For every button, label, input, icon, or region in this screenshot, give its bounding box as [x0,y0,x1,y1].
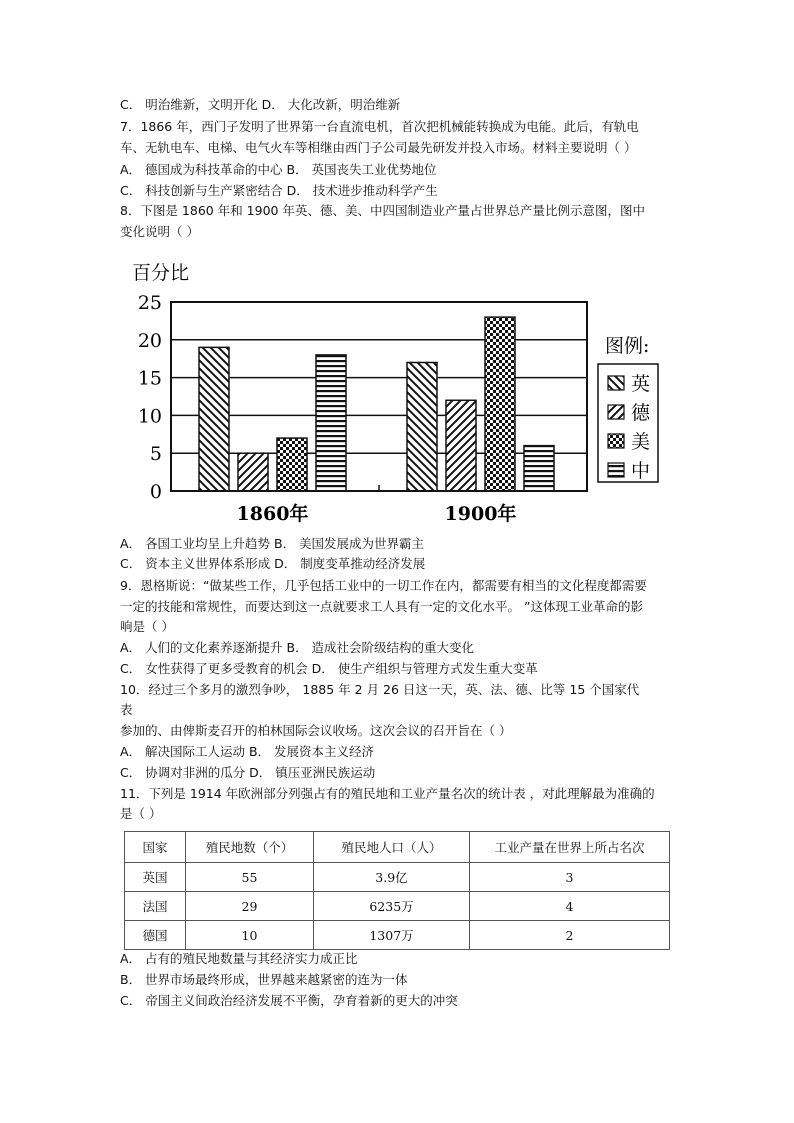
question-11-stem-cont: 是（ ） [120,806,162,821]
question-9-stem-cont: 一定的技能和常规性，而要达到这一点就要求工人具有一定的文化水平。 ”这体现工业革命的影 [120,599,643,614]
option-line-q7-ab: A． 德国成为科技革命的中心 B． 英国丧失工业优势地位 [120,162,437,177]
table-header-cell: 殖民地数（个） [186,832,314,863]
question-11-stem: 11．下列是 1914 年欧洲部分列强占有的殖民地和工业产量名次的统计表 ，对此理解最为准确的 [120,786,655,801]
option-line-q11-b: B． 世界市场最终形成，世界越来越紧密的连为一体 [120,972,408,987]
chart-title: 百分比 [132,262,190,284]
option-line-q10-cd: C． 协调对非洲的瓜分 D． 镇压亚洲民族运动 [120,765,376,780]
y-tick-label: 5 [149,443,162,466]
question-9-stem-end: 响是（ ） [120,619,174,634]
table-row [125,921,670,950]
bar [238,453,268,491]
question-10-stem-wrap: 表 [120,702,133,717]
x-axis-categories [237,502,517,525]
legend-entries [608,373,651,482]
legend-swatch [608,434,624,448]
bar-chart [118,255,678,530]
question-8-stem: 8．下图是 1860 年和 1900 年英、德、美、中四国制造业产量占世界总产量比例示意图，图中 [120,203,645,218]
table-header-row [125,832,670,863]
x-category-label: 1900年 [444,503,517,525]
question-7-stem-cont: 车、无轨电车、电梯、电气火车等相继由西门子公司最先研发并投入市场。材料主要说明（ ） [120,140,637,155]
legend-label: 美 [631,431,651,453]
table-header-cell: 殖民地人口（人） [314,832,470,863]
x-category-label: 1860年 [236,503,309,525]
bar-series [199,317,554,491]
option-line-q6-cd: C． 明治维新，文明开化 D． 大化改新，明治维新 [120,97,401,112]
bar [199,347,229,491]
table-row [125,892,670,921]
y-tick-label: 0 [149,481,162,503]
legend-label: 英 [631,373,651,395]
question-9-stem: 9．恩格斯说：“做某些工作，几乎包括工业中的一切工作在内，都需要有相当的文化程度都需要 [120,578,647,593]
question-7-stem: 7．1866 年，西门子发明了世界第一台直流电机，首次把机械能转换成为电能。此后，有轨电 [120,119,639,134]
legend-swatch [608,463,624,477]
option-line-q10-ab: A． 解决国际工人运动 B． 发展资本主义经济 [120,744,375,759]
question-10-stem-cont: 参加的、由俾斯麦召开的柏林国际会议收场。这次会议的召开旨在（ ） [120,723,512,738]
y-tick-label: 20 [137,329,162,352]
table-header-cell: 国家 [125,832,186,863]
y-tick-label: 25 [137,292,162,314]
table-cell: 3.9亿 [314,863,470,892]
table-cell: 55 [186,863,314,892]
table-cell: 1307万 [314,921,470,950]
table-cell: 英国 [125,863,186,892]
option-line-q11-c: C． 帝国主义间政治经济发展不平衡，孕育着新的更大的冲突 [120,993,458,1008]
bar [485,317,515,491]
option-line-q9-ab: A． 人们的文化素养逐渐提升 B． 造成社会阶级结构的重大变化 [120,640,475,655]
option-line-q11-a: A． 占有的殖民地数量与其经济实力成正比 [120,951,358,966]
table-cell: 2 [470,921,670,950]
bar [316,355,346,491]
legend-swatch [608,376,624,390]
legend-title: 图例: [605,335,650,357]
legend-label: 中 [631,460,651,482]
table-row [125,863,670,892]
bar [524,446,554,491]
table-cell: 法国 [125,892,186,921]
y-tick-label: 10 [137,405,162,428]
option-line-q9-cd: C． 女性获得了更多受教育的机会 D． 使生产组织与管理方式发生重大变革 [120,661,538,676]
option-line-q7-cd: C． 科技创新与生产紧密结合 D． 技术进步推动科学产生 [120,183,438,198]
question-10-stem: 10．经过三个多月的激烈争吵， 1885 年 2 月 26 日这一天，英、法、德、比等 15 个国家代 [120,682,640,697]
bar [446,400,476,491]
option-line-q8-cd: C． 资本主义世界体系形成 D． 制度变革推动经济发展 [120,556,426,571]
table-cell: 3 [470,863,670,892]
table-cell: 6235万 [314,892,470,921]
table-header-cell: 工业产量在世界上所占名次 [470,832,670,863]
table-cell: 10 [186,921,314,950]
table-cell: 4 [470,892,670,921]
table-cell: 德国 [125,921,186,950]
question-8-stem-cont: 变化说明（ ） [120,224,199,239]
grid-lines [171,340,587,453]
legend-swatch [608,405,624,419]
colony-stats-table [124,831,670,950]
legend-label: 德 [631,402,651,424]
bar [407,362,437,491]
option-line-q8-ab: A． 各国工业均呈上升趋势 B． 美国发展成为世界霸主 [120,536,425,551]
y-tick-label: 15 [137,367,162,390]
table-cell: 29 [186,892,314,921]
bar [277,438,307,491]
y-axis-ticks [138,292,162,503]
